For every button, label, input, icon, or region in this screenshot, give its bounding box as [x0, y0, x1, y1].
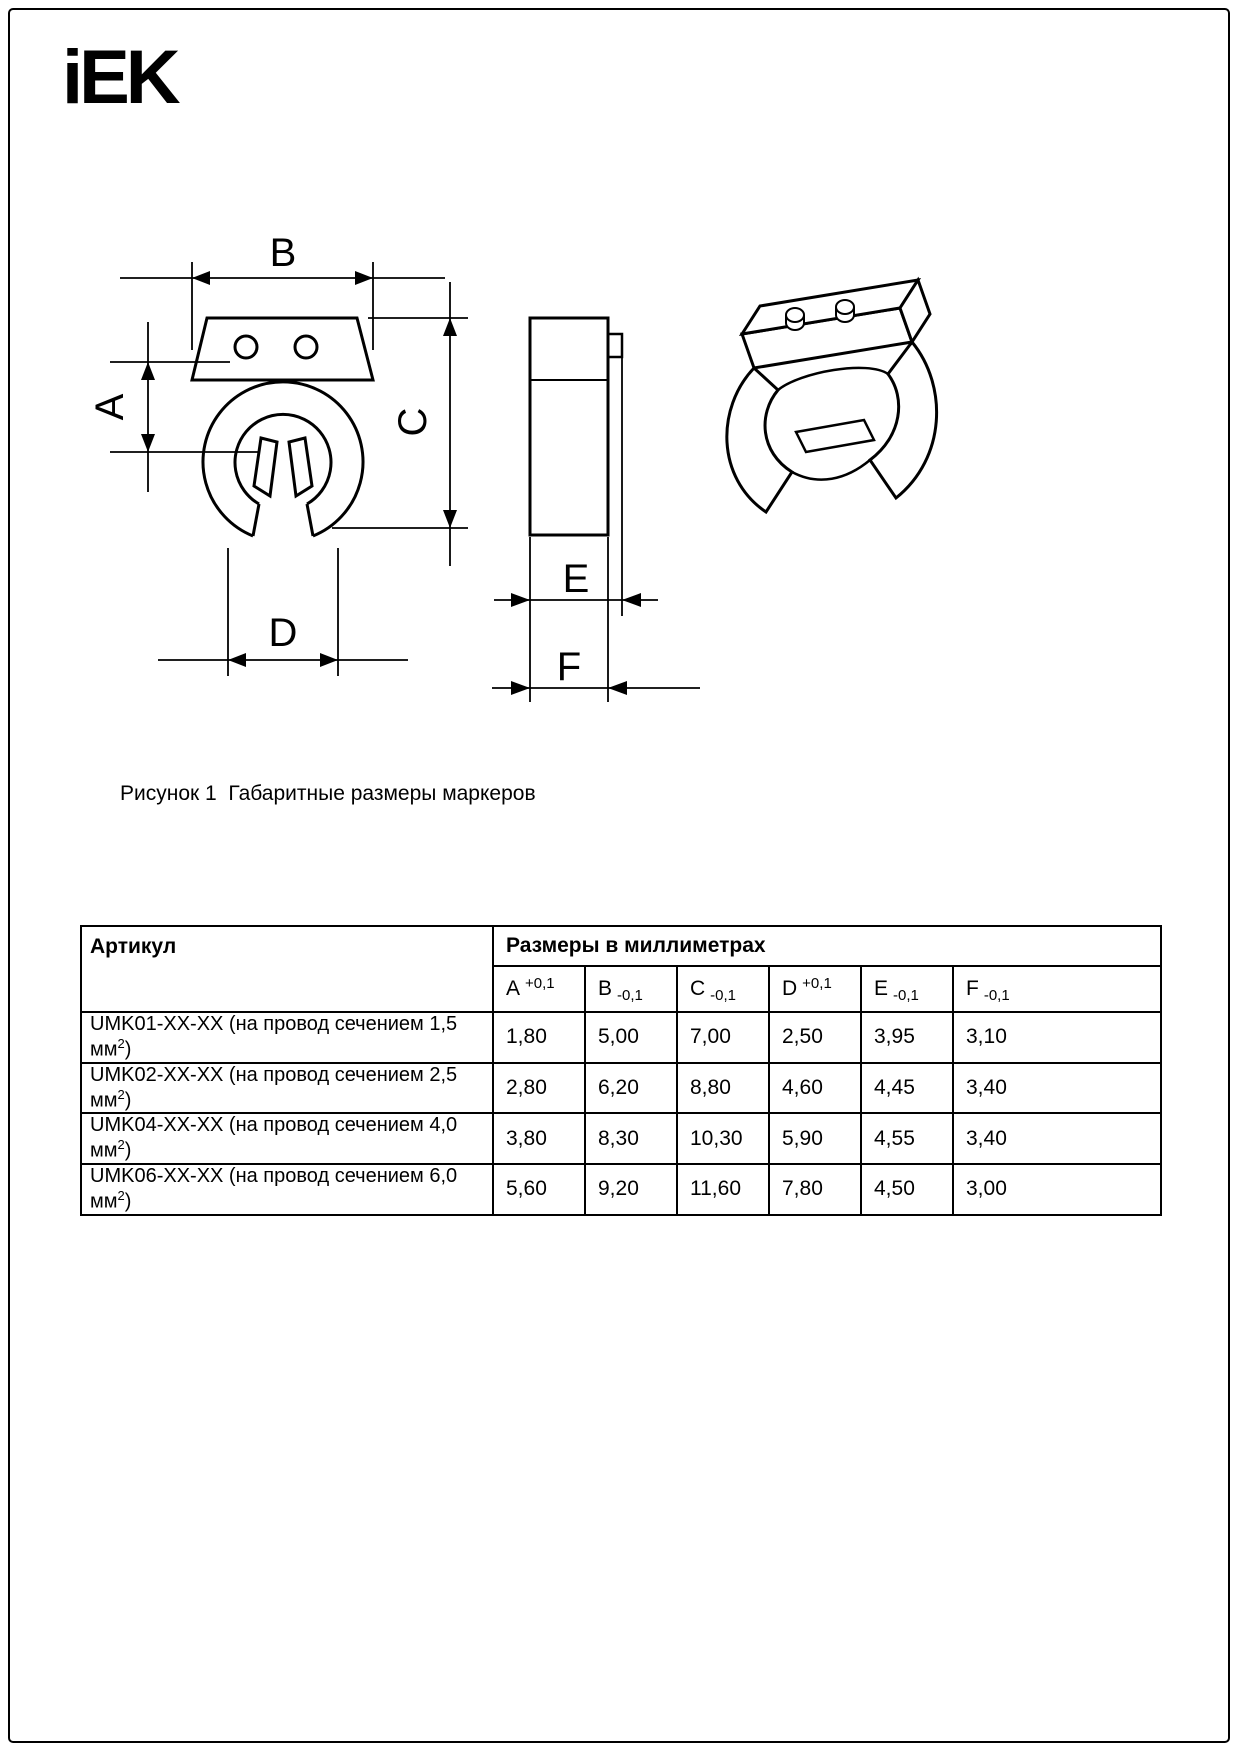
marker-hole-left	[235, 336, 257, 358]
value-cell: 3,00	[953, 1164, 1161, 1215]
marker-left-prong	[254, 438, 277, 496]
arrowhead	[443, 510, 457, 528]
value-cell: 4,60	[769, 1063, 861, 1114]
table-row	[81, 1063, 1161, 1114]
value-cell: 5,00	[585, 1012, 677, 1063]
value-cell: 3,95	[861, 1012, 953, 1063]
table-row	[81, 1113, 1161, 1164]
article-text-end: )	[124, 1038, 132, 1061]
value-cell: 7,80	[769, 1164, 861, 1215]
article-superscript: 2	[117, 1036, 125, 1051]
side-body	[530, 318, 608, 535]
dim-label-b: B	[269, 231, 297, 275]
arrowhead	[355, 271, 373, 285]
value-cell: 2,80	[493, 1063, 585, 1114]
arrowhead	[443, 318, 457, 336]
table-header-dim-e	[861, 966, 953, 1012]
article-text: UMK06-XX-XX (на провод сечением 6,0 мм	[90, 1164, 458, 1213]
table-row	[81, 1164, 1161, 1215]
value-cell: 7,00	[677, 1012, 769, 1063]
iso-right-leg	[870, 342, 937, 498]
dim-letter: E	[874, 977, 889, 1000]
value-cell: 8,30	[585, 1113, 677, 1164]
dim-label-d: D	[268, 611, 298, 655]
value-cell: 4,50	[861, 1164, 953, 1215]
iso-inner-bottom-edge	[792, 460, 870, 480]
value-cell: 6,20	[585, 1063, 677, 1114]
dim-tolerance: -0,1	[983, 987, 1010, 1004]
arrowhead	[511, 681, 530, 695]
arrowhead	[608, 681, 627, 695]
value-cell: 9,20	[585, 1164, 677, 1215]
table-header-dim-d	[769, 966, 861, 1012]
dim-letter: C	[690, 977, 706, 1000]
article-text-end: )	[124, 1089, 132, 1112]
article-text: UMK04-XX-XX (на провод сечением 4,0 мм	[90, 1114, 458, 1162]
marker-right-leg-tip	[307, 504, 313, 536]
article-cell	[81, 1113, 493, 1164]
article-text: UMK01-XX-XX (на провод сечением 1,5 мм	[90, 1013, 458, 1061]
dim-tolerance: -0,1	[893, 987, 919, 1004]
front-view	[192, 318, 373, 536]
dim-label-e: E	[562, 557, 590, 601]
dim-label-f: F	[556, 645, 582, 689]
value-cell: 10,30	[677, 1113, 769, 1164]
value-cell: 5,90	[769, 1113, 861, 1164]
dim-letter: B	[598, 977, 613, 1000]
dim-tolerance: +0,1	[525, 975, 555, 992]
arrowhead	[141, 362, 155, 380]
value-cell: 4,55	[861, 1113, 953, 1164]
figure-caption: Рисунок 1 Габаритные размеры маркеров	[120, 782, 536, 805]
value-cell: 3,40	[953, 1113, 1161, 1164]
article-cell	[81, 1164, 493, 1215]
iek-logo: iEK	[62, 35, 177, 120]
iso-band-slot	[796, 420, 874, 452]
dim-tolerance: +0,1	[802, 975, 832, 992]
marker-left-leg-tip	[253, 504, 259, 536]
marker-hole-right	[295, 336, 317, 358]
article-text: UMK02-XX-XX (на провод сечением 2,5 мм	[90, 1063, 458, 1112]
value-cell: 1,80	[493, 1012, 585, 1063]
dimension-lines	[110, 262, 700, 702]
dim-letter: A	[506, 977, 521, 1000]
marker-inner-ring	[235, 414, 331, 504]
article-superscript: 2	[117, 1137, 125, 1153]
table-header-dim-b	[585, 966, 677, 1012]
arrowhead	[622, 593, 641, 607]
table-header-dim-a	[493, 966, 585, 1012]
value-cell: 3,40	[953, 1063, 1161, 1114]
article-superscript: 2	[117, 1086, 125, 1102]
article-text-end: )	[124, 1190, 132, 1213]
side-tab	[608, 334, 622, 357]
iso-view	[727, 280, 937, 512]
dimension-drawing	[0, 0, 1238, 760]
table-header-dim-c	[677, 966, 769, 1012]
value-cell: 11,60	[677, 1164, 769, 1215]
marker-outer-ring	[203, 382, 363, 536]
dim-tolerance: -0,1	[617, 987, 643, 1004]
table-header-dim-f	[953, 966, 1161, 1012]
article-cell	[81, 1063, 493, 1114]
marker-right-prong	[289, 438, 312, 496]
marker-head	[192, 318, 373, 380]
table-header-sizes: Размеры в миллиметрах	[493, 926, 1161, 966]
table-row	[81, 1012, 1161, 1063]
value-cell: 4,45	[861, 1063, 953, 1114]
value-cell: 8,80	[677, 1063, 769, 1114]
value-cell: 5,60	[493, 1164, 585, 1215]
arrowhead	[228, 653, 246, 667]
arrowhead	[192, 271, 210, 285]
iso-left-leg	[727, 368, 792, 512]
arrowhead	[511, 593, 530, 607]
article-cell	[81, 1012, 493, 1063]
dim-label-a: A	[88, 393, 132, 421]
dim-letter: D	[782, 977, 798, 1000]
iso-inner-top-edge	[778, 368, 888, 390]
value-cell: 3,10	[953, 1012, 1161, 1063]
dim-letter: F	[966, 977, 979, 1000]
value-cell: 3,80	[493, 1113, 585, 1164]
article-text-end: )	[124, 1139, 132, 1162]
dimensions-table	[80, 925, 1162, 1216]
dim-label-c: C	[391, 407, 435, 437]
arrowhead	[320, 653, 338, 667]
table-header-article: Артикул	[81, 926, 493, 1012]
dim-tolerance: -0,1	[710, 987, 737, 1004]
article-superscript: 2	[117, 1187, 125, 1203]
arrowhead	[141, 434, 155, 452]
value-cell: 2,50	[769, 1012, 861, 1063]
